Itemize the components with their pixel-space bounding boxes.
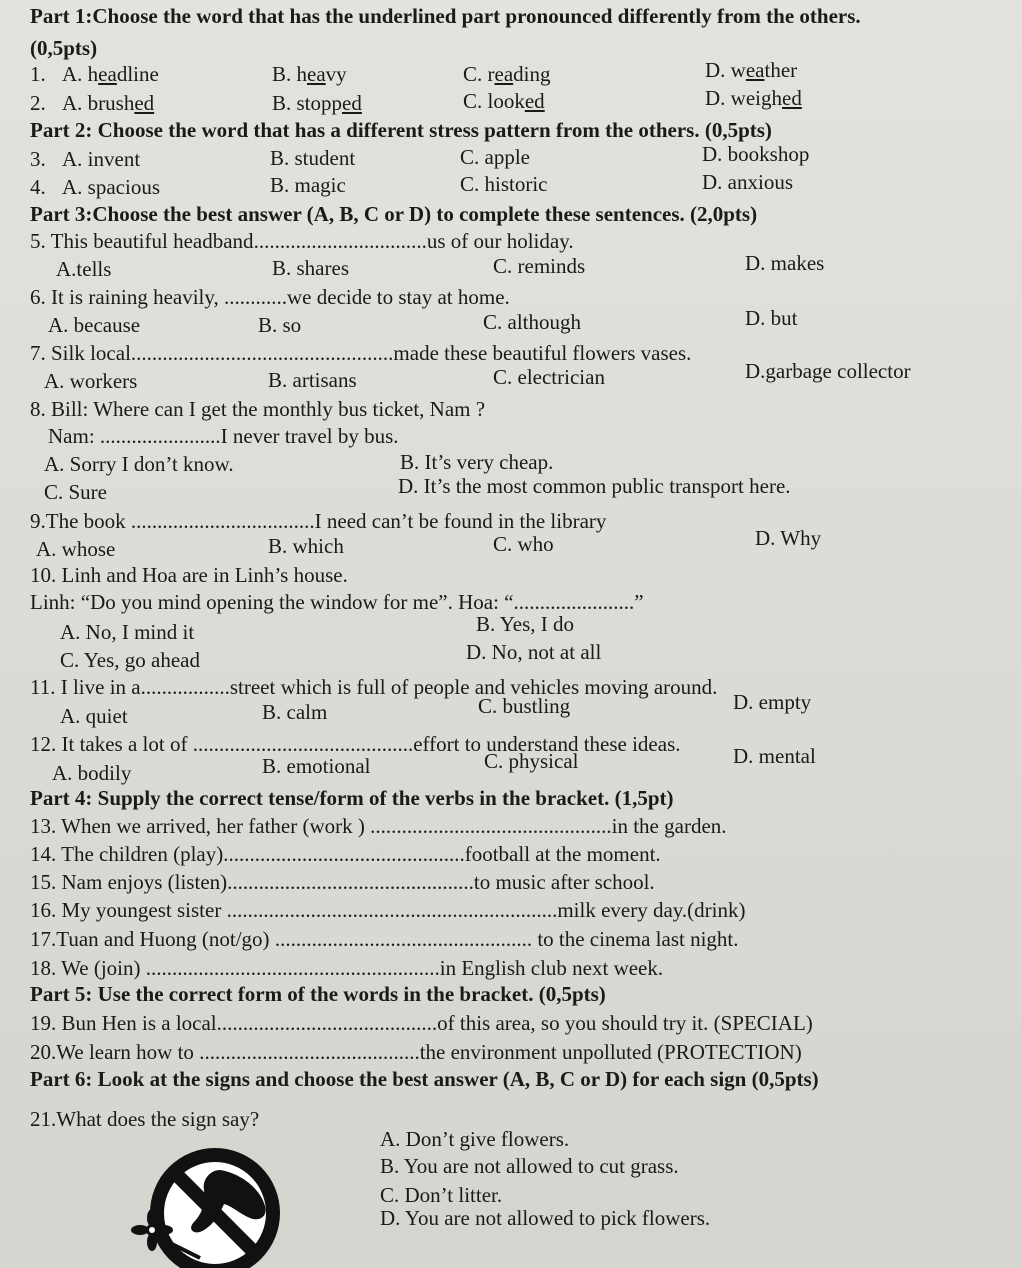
q8-option-c: C. Sure xyxy=(44,480,107,504)
q9-option-d: D. Why xyxy=(755,526,822,550)
q16: 16. My youngest sister ...............................................................milk every day.(drink) xyxy=(30,898,746,922)
q20: 20.We learn how to ..........................................the environment unpolluted (PROTECTION) xyxy=(30,1040,802,1064)
q10-option-d: D. No, not at all xyxy=(466,640,602,664)
q12-option-a: A. bodily xyxy=(52,761,132,785)
part5-title: Part 5: Use the correct form of the words in the bracket. (0,5pts) xyxy=(30,982,606,1006)
part4-title: Part 4: Supply the correct tense/form of the verbs in the bracket. (1,5pt) xyxy=(30,786,674,810)
no-picking-flowers-sign-icon xyxy=(100,1148,330,1268)
q5-option-c: C. reminds xyxy=(493,254,586,278)
q12-stem: 12. It takes a lot of ..........................................effort to understand these ideas. xyxy=(30,732,681,756)
q12-option-b: B. emotional xyxy=(262,754,371,778)
q1-option-a: A. headline xyxy=(62,62,159,86)
q8-option-a: A. Sorry I don’t know. xyxy=(44,452,234,476)
q4-option-c: C. historic xyxy=(460,172,548,196)
q19: 19. Bun Hen is a local..........................................of this area, so you should try it. (SPECIAL) xyxy=(30,1011,813,1035)
q4-option-b: B. magic xyxy=(270,173,346,197)
q12-option-c: C. physical xyxy=(484,749,579,773)
q7-option-d: D.garbage collector xyxy=(745,359,911,383)
q1-number: 1. xyxy=(30,62,46,86)
q2-option-a: A. brushed xyxy=(62,91,155,115)
q21-option-b: B. You are not allowed to cut grass. xyxy=(380,1154,679,1178)
q6-stem: 6. It is raining heavily, ............we decide to stay at home. xyxy=(30,285,510,309)
q15: 15. Nam enjoys (listen)...............................................to music after school. xyxy=(30,870,655,894)
q21-option-d: D. You are not allowed to pick flowers. xyxy=(380,1206,711,1230)
q13: 13. When we arrived, her father (work ) ..............................................in the garden. xyxy=(30,814,727,838)
q9-option-c: C. who xyxy=(493,532,554,556)
q14: 14. The children (play)..............................................football at the moment. xyxy=(30,842,661,866)
q11-option-d: D. empty xyxy=(733,690,812,714)
q10-linh-line: Linh: “Do you mind opening the window for me”. Hoa: “.......................” xyxy=(30,590,644,614)
part1-title: Part 1:Choose the word that has the underlined part pronounced differently from the others. xyxy=(30,4,861,28)
q10-option-a: A. No, I mind it xyxy=(60,620,195,644)
part6-title: Part 6: Look at the signs and choose the best answer (A, B, C or D) for each sign (0,5pts) xyxy=(30,1067,819,1091)
part1-points: (0,5pts) xyxy=(30,36,98,60)
q11-option-b: B. calm xyxy=(262,700,328,724)
q7-stem: 7. Silk local..................................................made these beautiful flowers vases. xyxy=(30,341,692,365)
q10-option-b: B. Yes, I do xyxy=(476,612,575,636)
q10-stem: 10. Linh and Hoa are in Linh’s house. xyxy=(30,563,348,587)
q11-option-c: C. bustling xyxy=(478,694,571,718)
q1-option-c: C. reading xyxy=(463,62,551,86)
q1-option-d: D. weather xyxy=(705,58,798,82)
q8-nam-line: Nam: .......................I never travel by bus. xyxy=(48,424,399,448)
q1-option-b: B. heavy xyxy=(272,62,347,86)
q2-option-b: B. stopped xyxy=(272,91,362,115)
q5-stem: 5. This beautiful headband.................................us of our holiday. xyxy=(30,229,574,253)
part3-title: Part 3:Choose the best answer (A, B, C or D) to complete these sentences. (2,0pts) xyxy=(30,202,758,226)
q21-stem: 21.What does the sign say? xyxy=(30,1107,260,1131)
q11-stem: 11. I live in a.................street which is full of people and vehicles moving around. xyxy=(30,675,718,699)
q8-option-d: D. It’s the most common public transport here. xyxy=(398,474,791,498)
q3-option-a: A. invent xyxy=(62,147,141,171)
q21-option-a: A. Don’t give flowers. xyxy=(380,1127,570,1151)
q7-option-c: C. electrician xyxy=(493,365,605,389)
q7-option-b: B. artisans xyxy=(268,368,357,392)
q6-option-b: B. so xyxy=(258,313,302,337)
q18: 18. We (join) ........................................................in English club next week. xyxy=(30,956,664,980)
q3-option-d: D. bookshop xyxy=(702,142,810,166)
q5-option-b: B. shares xyxy=(272,256,349,280)
q17: 17.Tuan and Huong (not/go) ................................................. to the cinema last night. xyxy=(30,927,739,951)
q12-option-d: D. mental xyxy=(733,744,816,768)
q3-number: 3. xyxy=(30,147,46,171)
q9-option-a: A. whose xyxy=(36,537,116,561)
q21-option-c: C. Don’t litter. xyxy=(380,1183,503,1207)
q6-option-a: A. because xyxy=(48,313,141,337)
q8-stem: 8. Bill: Where can I get the monthly bus ticket, Nam ? xyxy=(30,397,486,421)
q10-option-c: C. Yes, go ahead xyxy=(60,648,200,672)
q9-option-b: B. which xyxy=(268,534,344,558)
q4-number: 4. xyxy=(30,175,46,199)
q2-option-d: D. weighed xyxy=(705,86,802,110)
q4-option-a: A. spacious xyxy=(62,175,160,199)
q11-option-a: A. quiet xyxy=(60,704,128,728)
q2-option-c: C. looked xyxy=(463,89,545,113)
q5-option-d: D. makes xyxy=(745,251,825,275)
part2-title: Part 2: Choose the word that has a different stress pattern from the others. (0,5pts) xyxy=(30,118,772,142)
q9-stem: 9.The book ...................................I need can’t be found in the library xyxy=(30,509,607,533)
q2-number: 2. xyxy=(30,91,46,115)
q8-option-b: B. It’s very cheap. xyxy=(400,450,554,474)
q6-option-d: D. but xyxy=(745,306,798,330)
q5-option-a: A.tells xyxy=(56,257,112,281)
q6-option-c: C. although xyxy=(483,310,581,334)
q4-option-d: D. anxious xyxy=(702,170,793,194)
q3-option-b: B. student xyxy=(270,146,356,170)
q3-option-c: C. apple xyxy=(460,145,530,169)
q7-option-a: A. workers xyxy=(44,369,138,393)
